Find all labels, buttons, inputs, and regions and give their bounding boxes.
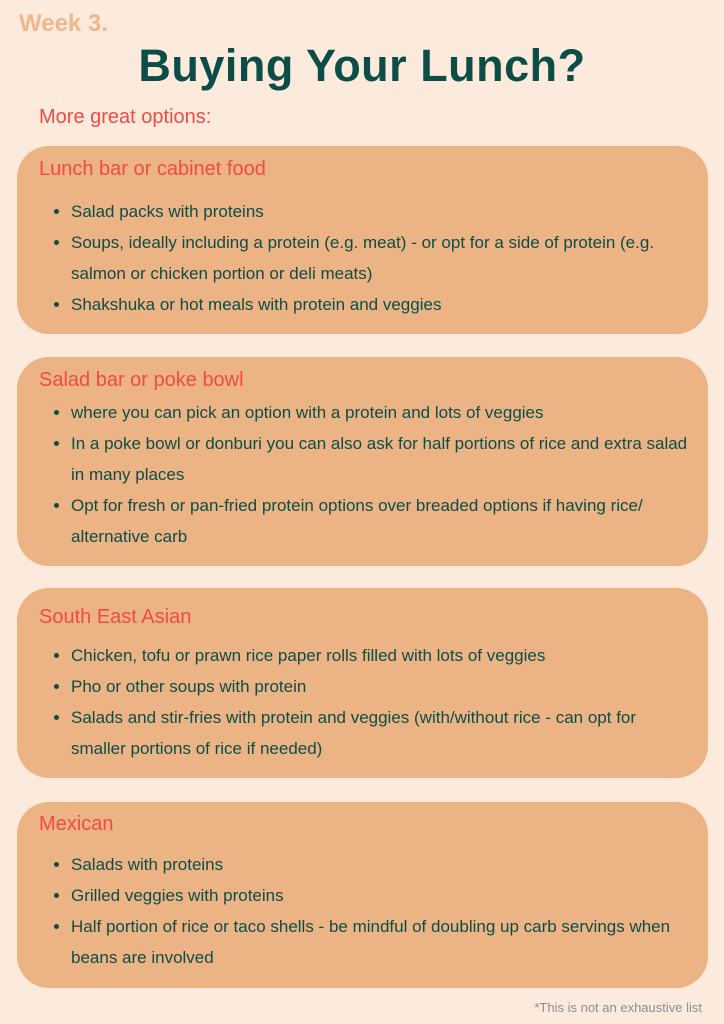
section-list bbox=[49, 196, 688, 320]
section-card-lunch-bar bbox=[17, 146, 708, 334]
list-item: • Chicken, tofu or prawn rice paper rolls filled with lots of veggies bbox=[71, 640, 688, 671]
list-item: • Grilled veggies with proteins bbox=[71, 880, 688, 911]
list-item: • Salads with proteins bbox=[71, 849, 688, 880]
list-item: • Soups, ideally including a protein (e.g. meat) - or opt for a side of protein (e.g. salmon or chicken portion or deli meats) bbox=[71, 227, 688, 289]
section-list bbox=[49, 397, 688, 552]
page-title: Buying Your Lunch? bbox=[138, 40, 586, 91]
list-item: • Opt for fresh or pan-fried protein options over breaded options if having rice/ alternative carb bbox=[71, 490, 688, 552]
footnote: *This is not an exhaustive list bbox=[534, 1000, 702, 1015]
list-item: • Pho or other soups with protein bbox=[71, 671, 688, 702]
list-item: • Shakshuka or hot meals with protein and veggies bbox=[71, 289, 688, 320]
section-heading: South East Asian bbox=[39, 606, 192, 628]
list-item: • Salads and stir-fries with protein and veggies (with/without rice - can opt for smaller portions of rice if needed) bbox=[71, 702, 688, 764]
section-heading: Salad bar or poke bowl bbox=[39, 369, 244, 391]
list-item: • In a poke bowl or donburi you can also ask for half portions of rice and extra salad in many places bbox=[71, 428, 688, 490]
list-item: • Salad packs with proteins bbox=[71, 196, 688, 227]
week-label: Week 3. bbox=[19, 10, 108, 37]
section-list bbox=[49, 640, 688, 764]
page-subtitle: More great options: bbox=[39, 106, 212, 128]
section-heading: Lunch bar or cabinet food bbox=[39, 158, 266, 180]
section-heading: Mexican bbox=[39, 813, 114, 835]
list-item: • Half portion of rice or taco shells - be mindful of doubling up carb servings when beans are involved bbox=[71, 911, 688, 973]
section-card-mexican bbox=[17, 802, 708, 988]
section-card-south-east-asian bbox=[17, 588, 708, 778]
section-card-salad-bar bbox=[17, 357, 708, 566]
section-list bbox=[49, 849, 688, 973]
list-item: • where you can pick an option with a protein and lots of veggies bbox=[71, 397, 688, 428]
